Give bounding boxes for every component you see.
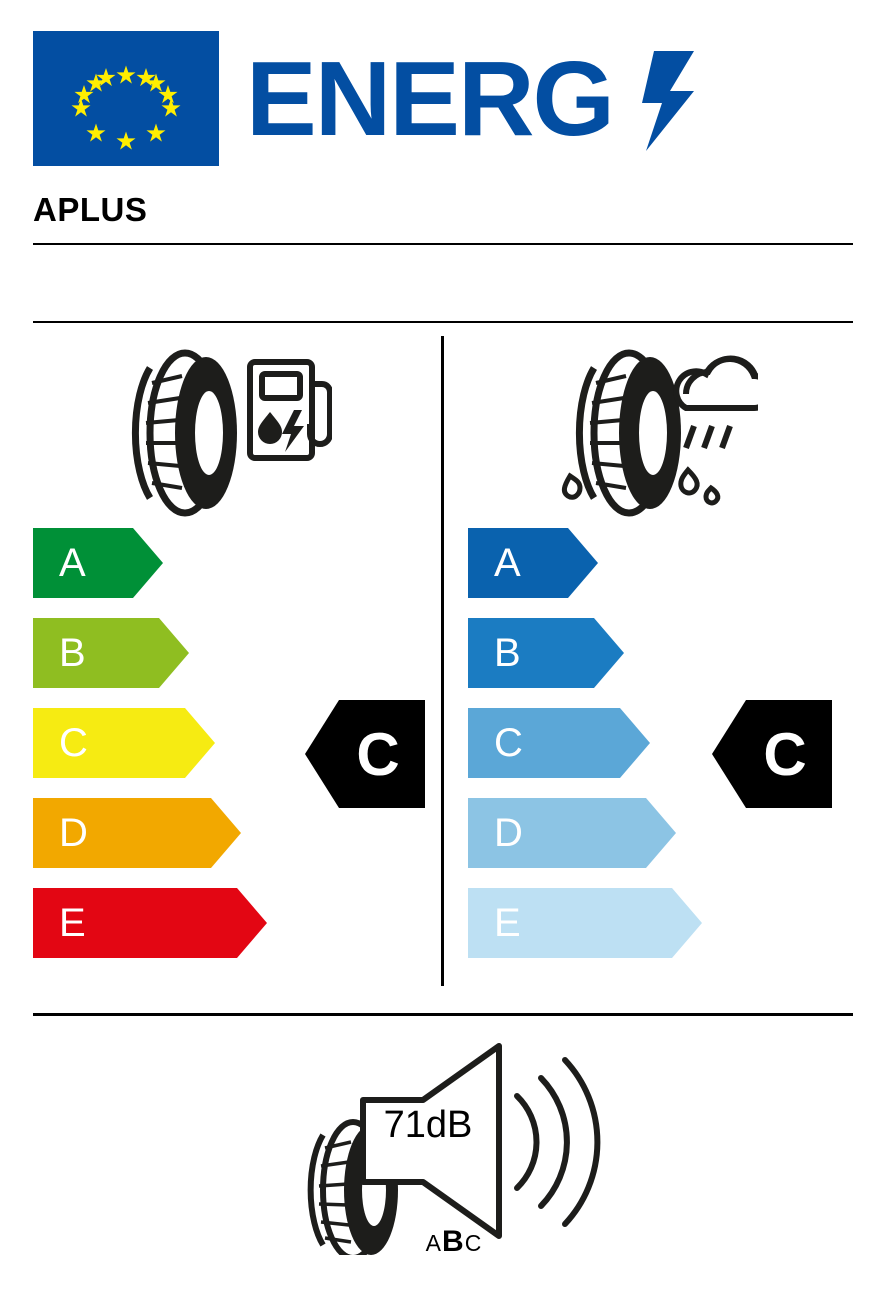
noise-class-indicator xyxy=(404,1225,504,1259)
brand-name: APLUS xyxy=(33,191,148,228)
grade-letter: A xyxy=(494,541,521,585)
grade-letter: C xyxy=(494,721,523,765)
fuel-drop-icon xyxy=(258,410,304,452)
wet-grip-pictogram xyxy=(528,348,758,518)
divider-top xyxy=(33,243,853,245)
noise-pictogram xyxy=(285,1040,605,1255)
grade-arrow-b xyxy=(468,618,624,688)
rain-cloud-icon xyxy=(676,358,758,448)
grade-arrow-c xyxy=(468,708,650,778)
noise-class-c: C xyxy=(464,1230,483,1256)
grade-letter: C xyxy=(59,721,88,765)
svg-text:ENERG: ENERG xyxy=(246,47,613,152)
eu-flag-icon xyxy=(33,31,219,166)
tyre-icon xyxy=(135,353,237,513)
wet-grip-result-letter: C xyxy=(763,720,807,788)
grade-letter: E xyxy=(494,901,521,945)
grade-arrow-d xyxy=(33,798,241,868)
grade-arrow-e xyxy=(33,888,267,958)
grade-letter: D xyxy=(494,811,523,855)
noise-class-a: A xyxy=(425,1230,443,1256)
fuel-efficiency-result-letter: C xyxy=(356,720,400,788)
sound-waves-icon xyxy=(517,1060,597,1224)
wet-grip-result xyxy=(712,700,832,808)
divider-third xyxy=(33,1013,853,1016)
fuel-efficiency-result xyxy=(305,700,425,808)
grade-arrow-e xyxy=(468,888,702,958)
grade-arrow-c xyxy=(33,708,215,778)
grade-letter: D xyxy=(59,811,88,855)
grade-arrow-a xyxy=(33,528,163,598)
grade-arrow-b xyxy=(33,618,189,688)
noise-class-b-selected: B xyxy=(442,1225,465,1258)
grade-letter: E xyxy=(59,901,86,945)
tyre-icon xyxy=(579,353,681,513)
divider-vertical xyxy=(441,336,444,986)
energy-wordmark xyxy=(246,47,706,152)
grade-arrow-a xyxy=(468,528,598,598)
noise-value: 71dB xyxy=(383,1104,473,1146)
grade-arrow-d xyxy=(468,798,676,868)
grade-letter: B xyxy=(59,631,86,675)
grade-letter: B xyxy=(494,631,521,675)
grade-letter: A xyxy=(59,541,86,585)
divider-second xyxy=(33,321,853,323)
fuel-efficiency-pictogram xyxy=(122,348,332,518)
